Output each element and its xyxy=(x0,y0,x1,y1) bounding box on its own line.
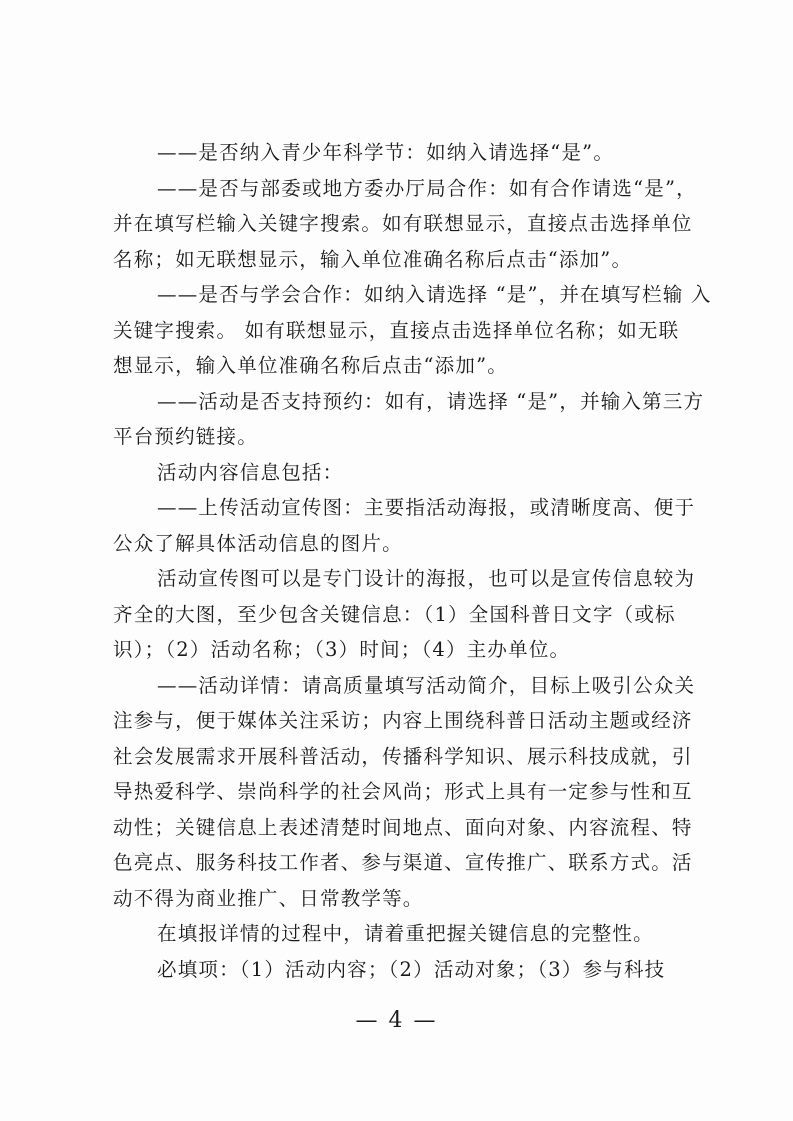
text-line: ——是否与学会合作：如纳入请选择 “是”，并在填写栏输 入 xyxy=(157,283,712,306)
text-line: ——活动是否支持预约：如有，请选择 “是”，并输入第三方 xyxy=(157,389,705,413)
text-line: 动性；关键信息上表述清楚时间地点、面向对象、内容流程、特 xyxy=(113,815,693,839)
text-line: 在填报详情的过程中，请着重把握关键信息的完整性。 xyxy=(157,922,654,945)
text-line: 公众了解具体活动信息的图片。 xyxy=(113,531,403,555)
text-line: 活动宣传图可以是专门设计的海报，也可以是宣传信息较为 xyxy=(157,567,696,590)
text-line: 关键字搜索。 如有联想显示，直接点击选择单位名称；如无联 xyxy=(113,318,680,342)
text-line: 动不得为商业推广、日常教学等。 xyxy=(113,886,424,910)
text-line: 色亮点、服务科技工作者、参与渠道、宣传推广、联系方式。活 xyxy=(113,851,693,874)
text-line: 社会发展需求开展科普活动，传播科学知识、展示科技成就，引 xyxy=(113,744,693,768)
text-line: 识）；（2）活动名称；（3）时间；（4）主办单位。 xyxy=(113,638,571,661)
text-line: 注参与，便于媒体关注采访；内容上围绕科普日活动主题或经济 xyxy=(113,709,693,732)
page-number: — 4 — xyxy=(355,1008,438,1033)
text-line: ——上传活动宣传图：主要指活动海报，或清晰度高、便于 xyxy=(157,496,696,519)
text-line: 想显示，输入单位准确名称后点击“添加”。 xyxy=(113,354,508,377)
text-line: 名称；如无联想显示，输入单位准确名称后点击“添加”。 xyxy=(113,247,633,271)
text-line: 导热爱科学、崇尚科学的社会风尚；形式上具有一定参与性和互 xyxy=(113,780,693,803)
section-heading: 活动内容信息包括： xyxy=(157,460,344,484)
text-line: ——活动详情：请高质量填写活动简介，目标上吸引公众关 xyxy=(157,673,696,697)
text-line: 齐全的大图，至少包含关键信息：（1）全国科普日文字（或标 xyxy=(113,602,676,626)
text-line: ——是否纳入青少年科学节：如纳入请选择“是”。 xyxy=(157,141,615,164)
text-line: 并在填写栏输入关键字搜索。如有联想显示，直接点击选择单位 xyxy=(113,212,693,235)
text-line: 平台预约链接。 xyxy=(113,425,258,448)
text-line: 必填项：（1）活动内容；（2）活动对象；（3）参与科技 xyxy=(157,957,666,981)
text-line: ——是否与部委或地方委办厅局合作：如有合作请选“是”， xyxy=(157,176,697,200)
document-body xyxy=(113,135,713,987)
